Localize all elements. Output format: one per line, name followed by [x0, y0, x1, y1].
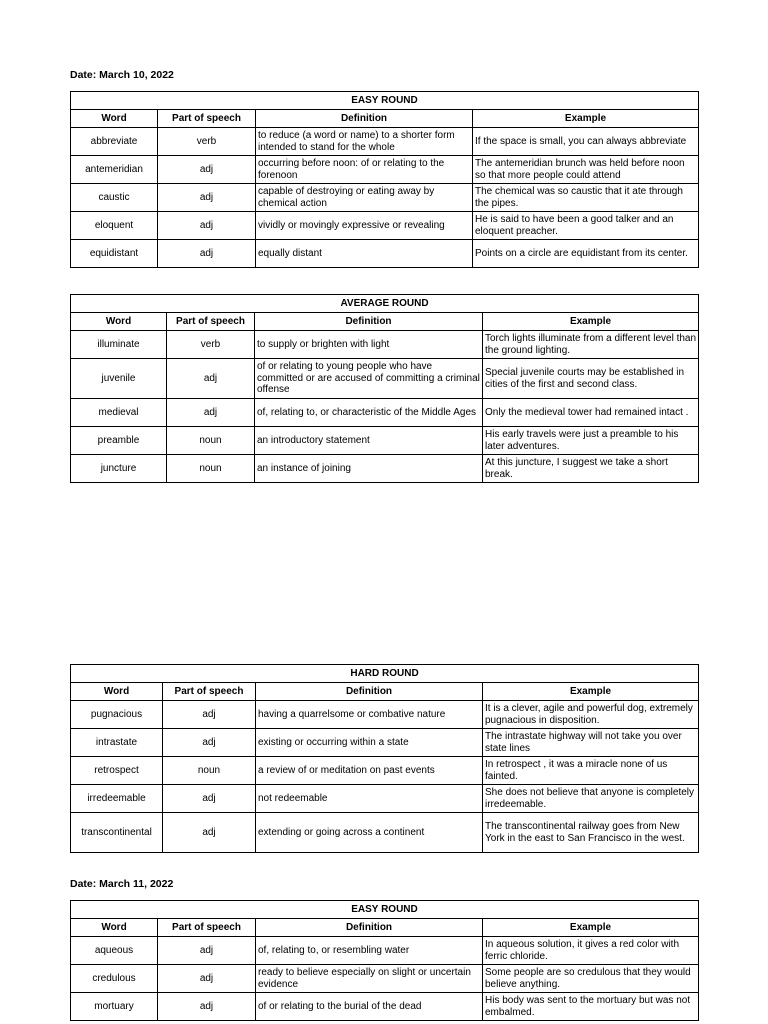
word-cell: antemeridian: [71, 156, 158, 184]
word-cell: transcontinental: [71, 813, 163, 853]
example-cell: At this juncture, I suggest we take a short break.: [483, 455, 699, 483]
pos-cell: adj: [167, 359, 255, 399]
column-header-example: Example: [473, 110, 699, 128]
table-row: [71, 128, 699, 156]
column-header-word: Word: [71, 683, 163, 701]
table-row: [71, 212, 699, 240]
column-header-definition: Definition: [256, 919, 483, 937]
definition-cell: of, relating to, or characteristic of the Middle Ages: [255, 399, 483, 427]
column-header-example: Example: [483, 919, 699, 937]
definition-cell: existing or occurring within a state: [256, 729, 483, 757]
pos-cell: noun: [167, 427, 255, 455]
word-cell: caustic: [71, 184, 158, 212]
column-header-example: Example: [483, 683, 699, 701]
table-row: [71, 240, 699, 268]
pos-cell: adj: [158, 212, 256, 240]
date-label: Date: March 11, 2022: [70, 878, 174, 890]
pos-cell: noun: [167, 455, 255, 483]
pos-cell: noun: [163, 757, 256, 785]
column-header-definition: Definition: [255, 313, 483, 331]
word-cell: mortuary: [71, 993, 158, 1021]
column-header-example: Example: [483, 313, 699, 331]
pos-cell: adj: [163, 785, 256, 813]
word-cell: medieval: [71, 399, 167, 427]
definition-cell: extending or going across a continent: [256, 813, 483, 853]
table-row: [71, 359, 699, 399]
table-row: [71, 427, 699, 455]
column-header-part-of-speech: Part of speech: [163, 683, 256, 701]
pos-cell: adj: [158, 965, 256, 993]
table-row: [71, 813, 699, 853]
definition-cell: of, relating to, or resembling water: [256, 937, 483, 965]
definition-cell: occurring before noon: of or relating to the forenoon: [256, 156, 473, 184]
table-row: [71, 785, 699, 813]
definition-cell: ready to believe especially on slight or uncertain evidence: [256, 965, 483, 993]
round-title: EASY ROUND: [71, 901, 699, 919]
column-header-part-of-speech: Part of speech: [158, 919, 256, 937]
definition-cell: capable of destroying or eating away by chemical action: [256, 184, 473, 212]
example-cell: She does not believe that anyone is completely irredeemable.: [483, 785, 699, 813]
example-cell: The intrastate highway will not take you over state lines: [483, 729, 699, 757]
pos-cell: verb: [158, 128, 256, 156]
example-cell: Torch lights illuminate from a different level than the ground lighting.: [483, 331, 699, 359]
column-header-definition: Definition: [256, 110, 473, 128]
table-row: [71, 937, 699, 965]
column-header-word: Word: [71, 919, 158, 937]
example-cell: It is a clever, agile and powerful dog, extremely pugnacious in disposition.: [483, 701, 699, 729]
word-cell: pugnacious: [71, 701, 163, 729]
word-cell: intrastate: [71, 729, 163, 757]
table-row: [71, 965, 699, 993]
example-cell: Some people are so credulous that they would believe anything.: [483, 965, 699, 993]
round-title: EASY ROUND: [71, 92, 699, 110]
word-cell: credulous: [71, 965, 158, 993]
example-cell: He is said to have been a good talker and an eloquent preacher.: [473, 212, 699, 240]
column-header-word: Word: [71, 110, 158, 128]
word-cell: illuminate: [71, 331, 167, 359]
date-label: Date: March 10, 2022: [70, 69, 174, 81]
definition-cell: of or relating to the burial of the dead: [256, 993, 483, 1021]
pos-cell: adj: [167, 399, 255, 427]
hard-round-table: [70, 664, 699, 853]
word-cell: abbreviate: [71, 128, 158, 156]
table-row: [71, 993, 699, 1021]
definition-cell: of or relating to young people who have committed or are accused of committing a criminal offense: [255, 359, 483, 399]
definition-cell: equally distant: [256, 240, 473, 268]
pos-cell: adj: [158, 240, 256, 268]
definition-cell: vividly or movingly expressive or revealing: [256, 212, 473, 240]
column-header-word: Word: [71, 313, 167, 331]
table-row: [71, 729, 699, 757]
word-cell: equidistant: [71, 240, 158, 268]
definition-cell: to reduce (a word or name) to a shorter form intended to stand for the whole: [256, 128, 473, 156]
definition-cell: an instance of joining: [255, 455, 483, 483]
word-cell: juvenile: [71, 359, 167, 399]
column-header-part-of-speech: Part of speech: [167, 313, 255, 331]
example-cell: The chemical was so caustic that it ate through the pipes.: [473, 184, 699, 212]
example-cell: Points on a circle are equidistant from its center.: [473, 240, 699, 268]
pos-cell: verb: [167, 331, 255, 359]
definition-cell: having a quarrelsome or combative nature: [256, 701, 483, 729]
word-cell: irredeemable: [71, 785, 163, 813]
pos-cell: adj: [158, 937, 256, 965]
easy-round-table: [70, 900, 699, 1021]
definition-cell: an introductory statement: [255, 427, 483, 455]
column-header-definition: Definition: [256, 683, 483, 701]
column-header-part-of-speech: Part of speech: [158, 110, 256, 128]
table-row: [71, 455, 699, 483]
word-cell: preamble: [71, 427, 167, 455]
definition-cell: not redeemable: [256, 785, 483, 813]
word-cell: retrospect: [71, 757, 163, 785]
average-round-table: [70, 294, 699, 483]
example-cell: Special juvenile courts may be established in cities of the first and second class.: [483, 359, 699, 399]
table-row: [71, 757, 699, 785]
word-cell: juncture: [71, 455, 167, 483]
pos-cell: adj: [158, 184, 256, 212]
definition-cell: to supply or brighten with light: [255, 331, 483, 359]
word-cell: aqueous: [71, 937, 158, 965]
easy-round-table: [70, 91, 699, 268]
example-cell: His early travels were just a preamble to his later adventures.: [483, 427, 699, 455]
example-cell: If the space is small, you can always abbreviate: [473, 128, 699, 156]
word-cell: eloquent: [71, 212, 158, 240]
round-title: HARD ROUND: [71, 665, 699, 683]
table-row: [71, 399, 699, 427]
example-cell: The antemeridian brunch was held before noon so that more people could attend: [473, 156, 699, 184]
definition-cell: a review of or meditation on past events: [256, 757, 483, 785]
pos-cell: adj: [158, 156, 256, 184]
pos-cell: adj: [158, 993, 256, 1021]
example-cell: In retrospect , it was a miracle none of us fainted.: [483, 757, 699, 785]
table-row: [71, 331, 699, 359]
round-title: AVERAGE ROUND: [71, 295, 699, 313]
example-cell: Only the medieval tower had remained intact .: [483, 399, 699, 427]
pos-cell: adj: [163, 729, 256, 757]
table-row: [71, 184, 699, 212]
pos-cell: adj: [163, 813, 256, 853]
table-row: [71, 156, 699, 184]
example-cell: The transcontinental railway goes from New York in the east to San Francisco in the west.: [483, 813, 699, 853]
pos-cell: adj: [163, 701, 256, 729]
table-row: [71, 701, 699, 729]
example-cell: In aqueous solution, it gives a red color with ferric chloride.: [483, 937, 699, 965]
example-cell: His body was sent to the mortuary but was not embalmed.: [483, 993, 699, 1021]
